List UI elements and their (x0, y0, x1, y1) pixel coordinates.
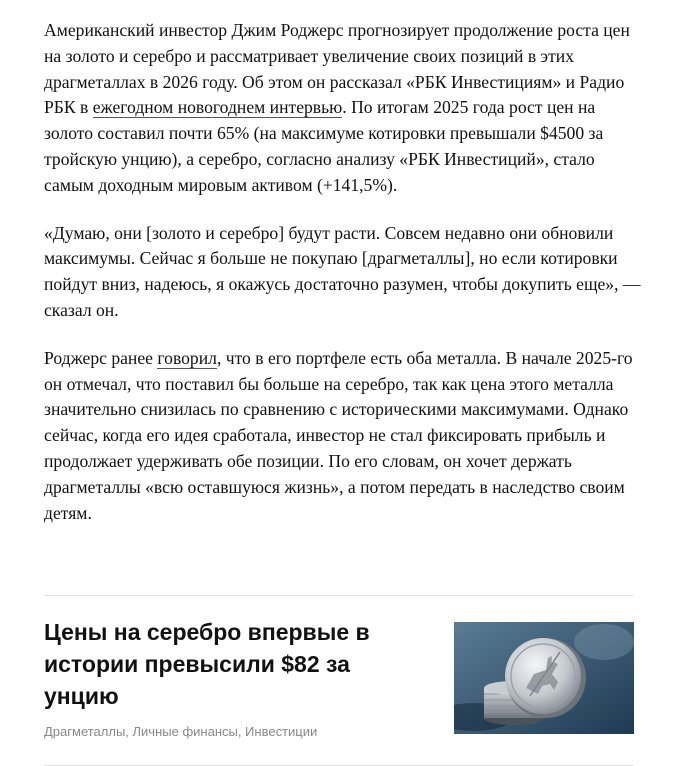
paragraph-3-text-end: , что в его портфеле есть оба металла. В начале 2025-го он отмечал, что поставил бы больше на серебро, так как цена этого металла значительно снизилась по сравнению с историческими максимумами. Однако сейчас, когда его идея сработала, инвестор не стал фиксировать прибыль и продолжает удерживать обе позиции. По его словам, он хочет держать драгметаллы «всю оставшуюся жизнь», а потом передать в наследство своим детям. (44, 347, 633, 523)
article-paragraph-1 (44, 18, 644, 199)
related-article-tags: Драгметаллы, Личные финансы, Инвестиции (44, 724, 318, 739)
article-paragraph-2-quote: «Думаю, они [золото и серебро] будут расти. Совсем недавно они обновили максимумы. Сейчас я больше не покупаю [драгметаллы], но если котировки пойдут вниз, надеюсь, я окажусь достаточно разумен, чтобы докупить еще», — сказал он. (44, 222, 641, 320)
article-paragraph-3 (44, 346, 644, 527)
article-body (44, 18, 644, 548)
said-earlier-link[interactable]: говорил (157, 347, 217, 368)
paragraph-3-text-start: Роджерс ранее (44, 347, 158, 368)
paragraph-1-text-start: Американский инвестор Джим Роджерс прогнозирует продолжение роста цен на золото и серебро и рассматривает увеличение своих позиций в этих драгметаллах в 2026 году. Об этом он рассказал «РБК Инвестициям» и Радио РБК в (44, 20, 630, 118)
related-article-title[interactable]: Цены на серебро впервые в истории превысили $82 за унцию (44, 619, 370, 709)
related-article-card[interactable] (44, 596, 634, 764)
paragraph-1-text-end: . По итогам 2025 года рост цен на золото составил почти 65% (на максимуме котировки превышали $4500 за тройскую унцию), а серебро, согласно анализу «РБК Инвестиций», стало самым доходным мировым активом (+141,5%). (44, 97, 604, 195)
interview-link[interactable]: ежегодном новогоднем интервью (92, 97, 343, 118)
silver-coins-photo[interactable] (454, 622, 634, 734)
coins-illustration (454, 622, 634, 734)
